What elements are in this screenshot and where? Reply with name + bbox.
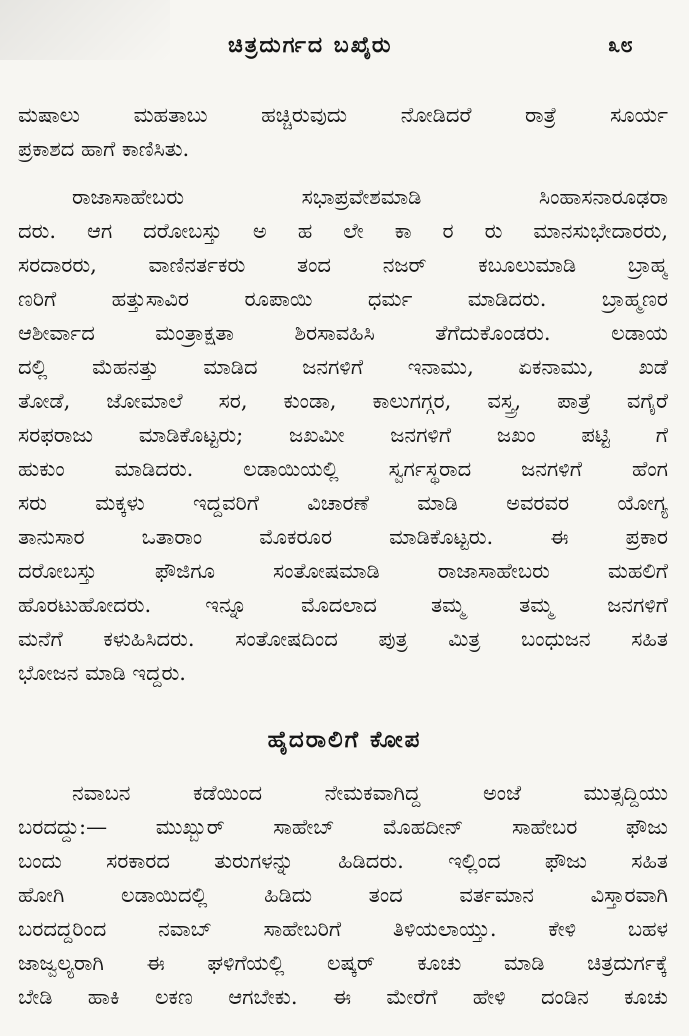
text-line: ತಾನುಸಾರ ಒತಾರಾಂ ಮೊಕರೂರ ಮಾಡಿಕೊಟ್ಟರು. ಈ ಪ್ರಕಾರ	[18, 525, 668, 549]
text-line: ಬೇಡಿ ಹಾಕಿ ಲಕಣ ಆಗಬೇಕು. ಈ ಮೇರೆಗೆ ಹೇಳಿ ದಂಡಿನ ಕೂಚು	[18, 985, 668, 1009]
text-line: ಬರದದ್ದರಿಂದ ನವಾಬ್ ಸಾಹೇಬರಿಗೆ ತಿಳಿಯಲಾಯ್ತು. ಕೇಳಿ ಬಹಳ	[18, 917, 668, 941]
running-title: ಚಿತ್ರದುರ್ಗದ ಬಖೈರು	[228, 32, 393, 58]
page-number: ೩೮	[608, 32, 633, 58]
text-line: ದರೋಬಸ್ತು ಫೌಜಿಗೂ ಸಂತೋಷಮಾಡಿ ರಾಜಾಸಾಹೇಬರು ಮಹಲಿಗೆ	[18, 559, 668, 583]
text-line: ತೋಡೆ, ಜೋಮಾಲೆ ಸರ, ಕುಂಡಾ, ಕಾಲುಗಗ್ಗರ, ವಸ್ತ್ರ, ಪಾತ್ರೆ ವಗೈರೆ	[18, 389, 668, 413]
text-line: ಹುಕುಂ ಮಾಡಿದರು. ಲಡಾಯಿಯಲ್ಲಿ ಸ್ವರ್ಗಸ್ಥರಾದ ಜನಗಳಿಗೆ ಹೆಂಗ	[18, 457, 668, 481]
text-line: ಆಶೀರ್ವಾದ ಮಂತ್ರಾಕ್ಷತಾ ಶಿರಸಾವಹಿಸಿ ತೆಗೆದುಕೊಂಡರು. ಲಡಾಯ	[18, 321, 668, 345]
text-line: ಭೋಜನ ಮಾಡಿ ಇದ್ದರು.	[18, 661, 186, 685]
text-line: ಸರು ಮಕ್ಕಳು ಇದ್ದವರಿಗೆ ವಿಚಾರಣೆ ಮಾಡಿ ಅವರವರ ಯೋಗ್ಯ	[18, 491, 668, 515]
text-line: ಸರದಾರರು, ವಾಣಿನರ್ತಕರು ತಂದ ನಜರ್ ಕಬೂಲುಮಾಡಿ ಬ್ರಾಹ್ಮ	[18, 253, 668, 277]
page-header	[0, 28, 689, 68]
text-line: ಹೊರಟುಹೋದರು. ಇನ್ನೂ ಮೊದಲಾದ ತಮ್ಮ ತಮ್ಮ ಜನಗಳಿಗೆ	[18, 593, 668, 617]
text-line: ಸರಫರಾಜು ಮಾಡಿಕೊಟ್ಟರು; ಜಖಮೀ ಜನಗಳಿಗೆ ಜಖಂ ಪಟ್ಟಿ ಗೆ	[18, 423, 668, 447]
text-line: ಹೋಗಿ ಲಡಾಯಿದಲ್ಲಿ ಹಿಡಿದು ತಂದ ವರ್ತಮಾನ ವಿಸ್ತಾರವಾಗಿ	[18, 883, 668, 907]
text-line: ನವಾಬನ ಕಡೆಯಿಂದ ನೇಮಕವಾಗಿದ್ದ ಅಂಜೆ ಮುತ್ಸದ್ದಿಯು	[72, 781, 668, 805]
text-line: ಣರಿಗೆ ಹತ್ತುಸಾವಿರ ರೂಪಾಯಿ ಧರ್ಮ ಮಾಡಿದರು. ಬ್ರಾಹ್ಮಣರ	[18, 287, 668, 311]
text-line: ಮಷಾಲು ಮಹತಾಬು ಹಚ್ಚಿರುವುದು ನೋಡಿದರೆ ರಾತ್ರೆ ಸೂರ್ಯ	[18, 103, 668, 127]
text-line: ಪ್ರಕಾಶದ ಹಾಗೆ ಕಾಣಿಸಿತು.	[18, 137, 190, 161]
text-line: ದರು. ಆಗ ದರೋಬಸ್ತು ಅ ಹ ಲೇ ಕಾ ರ ರು ಮಾನಸುಭೇದಾರರು,	[18, 219, 668, 243]
text-line: ಬಂದು ಸರಕಾರದ ತುರುಗಳನ್ನು ಹಿಡಿದರು. ಇಲ್ಲಿಂದ ಫೌಜು ಸಹಿತ	[18, 849, 668, 873]
text-line: ರಾಜಾಸಾಹೇಬರು ಸಭಾಪ್ರವೇಶಮಾಡಿ ಸಿಂಹಾಸನಾರೂಢರಾ	[72, 185, 668, 209]
text-line: ದಲ್ಲಿ ಮೆಹನತ್ತು ಮಾಡಿದ ಜನಗಳಿಗೆ ಇನಾಮು, ಏಕನಾಮು, ಖಡೆ	[18, 355, 668, 379]
text-line: ಬರದದ್ದು:— ಮುಖ್ಬುರ್ ಸಾಹೇಬ್ ಮೊಹದೀನ್ ಸಾಹೇಬರ ಫೌಜು	[18, 815, 668, 839]
text-line: ಜಾಜ್ವಲ್ಯರಾಗಿ ಈ ಘಳಿಗೆಯಲ್ಲಿ ಲಷ್ಕರ್ ಕೂಚು ಮಾಡಿ ಚಿತ್ರದುರ್ಗಕ್ಕೆ	[18, 951, 668, 975]
section-heading: ಹೈದರಾಲಿಗೆ ಕೋಪ	[267, 726, 422, 753]
text-line: ಮನೆಗೆ ಕಳುಹಿಸಿದರು. ಸಂತೋಷದಿಂದ ಪುತ್ರ ಮಿತ್ರ ಬಂಧುಜನ ಸಹಿತ	[18, 627, 668, 651]
